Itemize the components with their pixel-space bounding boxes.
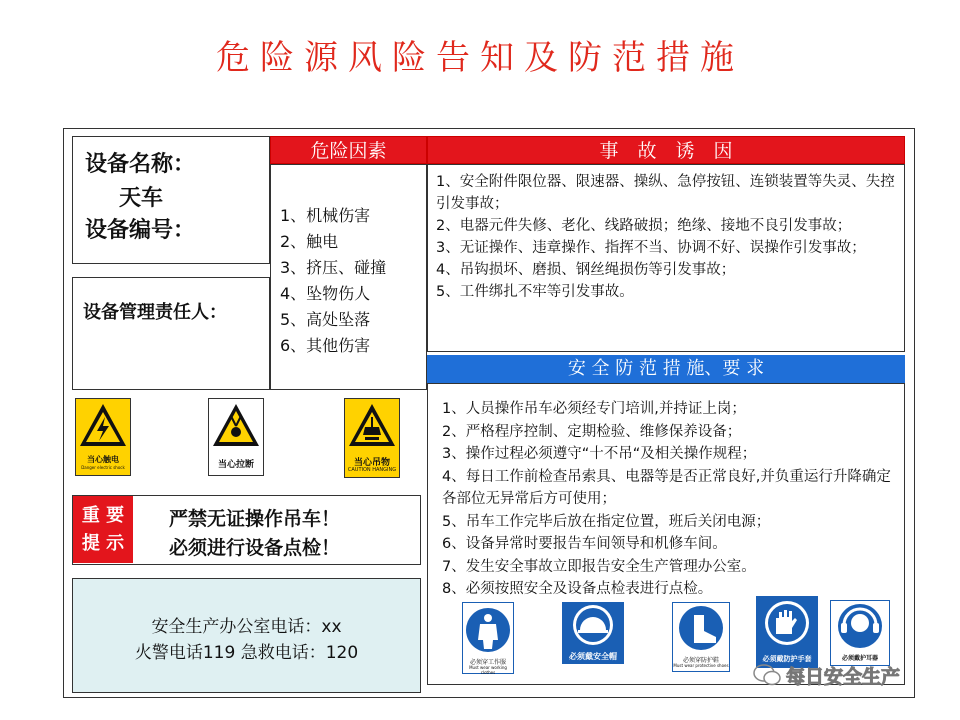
hazard-item: 1、机械伤害 <box>280 206 371 225</box>
measure-item: 1、人员操作吊车必须经专门培训,并持证上岗； <box>442 401 746 417</box>
important-tag <box>73 496 133 563</box>
important-notice-box <box>72 495 421 565</box>
device-code-label: 设备编号： <box>85 218 196 243</box>
device-name-value: 天车 <box>119 186 164 211</box>
breakage-icon <box>209 399 263 453</box>
causes-list <box>436 171 896 303</box>
mandatory-sign <box>672 602 730 672</box>
mandatory-sign-caption-en: Must wear working clothes <box>469 665 507 675</box>
measures-list <box>442 398 892 601</box>
measure-item: 2、严格程序控制、定期检验、维修保养设备； <box>442 423 742 440</box>
mandatory-sign-caption: 必须穿防护鞋 <box>682 657 719 664</box>
measure-item: 8、必须按照安全及设备点检表进行点检。 <box>442 581 713 597</box>
hazard-item: 6、其他伤害 <box>280 336 371 355</box>
mandatory-sign-caption-en: Must wear protective shoes <box>673 663 729 668</box>
hazard-item: 3、挤压、碰撞 <box>280 258 387 277</box>
measures-header: 安 全 防 范 措 施、要 求 <box>427 355 905 383</box>
warning-sign <box>75 398 131 476</box>
important-tag-top: 重 要 <box>81 505 125 526</box>
mandatory-sign <box>830 600 890 666</box>
hazard-item: 4、坠物伤人 <box>280 284 371 303</box>
causes-box <box>427 164 905 352</box>
warning-sign-caption: 当心拉断 <box>217 460 254 470</box>
measure-item: 7、发生安全事故立即报告安全生产管理办公室。 <box>442 558 756 575</box>
measure-item: 4、每日工作前检查吊索具、电器等是否正常良好,并负重运行升降确定各部位无异常后方可使用； <box>442 468 891 507</box>
gloves-icon <box>756 596 818 650</box>
hanging-load-icon <box>345 399 399 453</box>
manager-label: 设备管理责任人： <box>83 302 227 323</box>
measure-item: 3、操作过程必须遵守“十不吊“及相关操作规程； <box>442 446 757 462</box>
warning-sign <box>208 398 264 476</box>
helmet-icon <box>562 602 624 648</box>
mandatory-sign-caption: 必须穿工作服 <box>469 659 506 666</box>
mandatory-sign <box>562 602 624 664</box>
wechat-icon <box>752 663 782 687</box>
cause-item: 5、工件绑扎不牢等引发事故。 <box>436 284 634 300</box>
measure-item: 5、吊车工作完毕后放在指定位置，班后关闭电源； <box>442 513 771 530</box>
hazards-header: 危险因素 <box>270 136 427 164</box>
watermark <box>752 660 932 690</box>
mandatory-sign-caption: 必须戴护耳器 <box>841 655 878 662</box>
hazard-item: 5、高处坠落 <box>280 310 371 329</box>
warning-sign-caption: 当心触电 <box>87 455 119 464</box>
contact-line-2: 火警电话119 急救电话：120 <box>134 643 359 663</box>
mandatory-sign-caption: 必须戴防护手套 <box>762 655 812 663</box>
hazards-box <box>270 164 427 390</box>
important-tag-bottom: 提 示 <box>81 533 125 554</box>
device-name-label: 设备名称： <box>85 152 196 177</box>
contact-line-1: 安全生产办公室电话：xx <box>151 617 342 637</box>
device-info-box <box>72 136 270 264</box>
warning-sign-caption-en: Danger electric shock <box>81 465 125 470</box>
causes-header: 事 故 诱 因 <box>427 136 905 164</box>
hazards-list <box>280 203 386 359</box>
work-clothes-icon <box>463 605 513 655</box>
watermark-text: 每日安全生产 <box>786 666 901 688</box>
cause-item: 2、电器元件失修、老化、线路破损；绝缘、接地不良引发事故； <box>436 218 852 234</box>
mandatory-sign-caption: 必须戴安全帽 <box>569 652 617 661</box>
mandatory-sign <box>462 602 514 674</box>
important-line-2: 必须进行设备点检！ <box>169 537 341 559</box>
warning-sign-caption: 当心吊物 <box>353 458 390 468</box>
manager-box <box>72 277 270 390</box>
measures-box <box>427 383 905 685</box>
important-line-1: 严禁无证操作吊车！ <box>169 508 341 530</box>
cause-item: 4、吊钩损坏、磨损、钢丝绳损伤等引发事故； <box>436 262 736 278</box>
warning-sign <box>344 398 400 478</box>
electric-shock-icon <box>76 399 130 453</box>
ear-protector-icon <box>831 601 889 651</box>
page-title: 危险源风险告知及防范措施 <box>216 38 744 78</box>
contact-box <box>72 578 421 693</box>
mandatory-sign <box>756 596 818 668</box>
cause-item: 1、安全附件限位器、限速器、操纵、急停按钮、连锁装置等失灵、失控引发事故； <box>436 174 895 212</box>
measure-item: 6、设备异常时要报告车间领导和机修车间。 <box>442 536 727 552</box>
cause-item: 3、无证操作、违章操作、指挥不当、协调不好、误操作引发事故； <box>436 240 866 256</box>
protective-shoes-icon <box>673 603 729 653</box>
hazard-item: 2、触电 <box>280 232 339 251</box>
warning-sign-caption-en: CAUTION HANGING <box>347 467 397 473</box>
